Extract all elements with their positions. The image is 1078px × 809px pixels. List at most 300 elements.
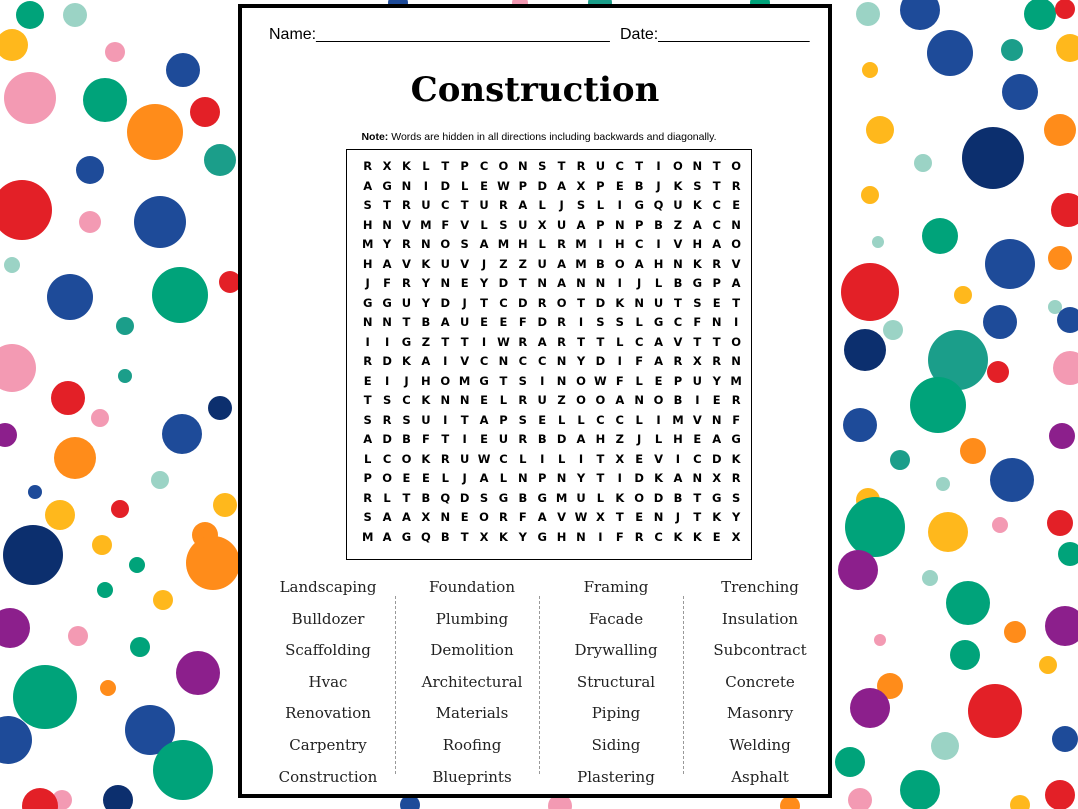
background-dot <box>116 317 134 335</box>
grid-letter: L <box>499 393 508 407</box>
background-dot <box>176 651 220 695</box>
grid-letter: C <box>654 529 663 544</box>
grid-letter: A <box>576 432 586 446</box>
grid-letter: X <box>615 451 625 466</box>
word-bank-item: Subcontract <box>713 641 807 660</box>
grid-letter: N <box>731 354 741 368</box>
grid-letter: T <box>732 295 741 310</box>
grid-letter: H <box>556 529 567 544</box>
background-dot <box>960 438 986 464</box>
grid-letter: U <box>459 315 470 329</box>
grid-letter: V <box>654 451 663 466</box>
grid-letter: Y <box>712 373 721 388</box>
grid-letter: H <box>614 237 625 251</box>
background-dot <box>983 305 1017 339</box>
grid-row <box>358 294 746 314</box>
grid-letter: Y <box>576 471 586 485</box>
background-dot <box>992 517 1008 533</box>
grid-letter: C <box>499 451 508 466</box>
grid-letter: A <box>576 217 586 232</box>
background-dot <box>97 582 113 598</box>
grid-letter: O <box>576 373 586 388</box>
grid-letter: P <box>634 217 644 232</box>
grid-letter: F <box>693 315 702 329</box>
grid-letter: B <box>518 490 528 505</box>
background-dot <box>1010 795 1030 809</box>
grid-letter: C <box>712 198 721 212</box>
grid-letter: D <box>440 295 451 310</box>
grid-letter: M <box>497 237 510 251</box>
grid-letter: T <box>693 510 702 524</box>
grid-letter: A <box>654 354 663 368</box>
grid-letter: X <box>479 529 489 544</box>
grid-letter: K <box>692 198 702 212</box>
grid-letter: J <box>481 256 487 271</box>
grid-letter: I <box>695 393 700 407</box>
grid-letter: G <box>401 529 412 544</box>
background-dot <box>22 788 58 809</box>
grid-letter: E <box>635 510 644 524</box>
grid-letter: B <box>673 490 683 505</box>
grid-letter: I <box>656 237 661 251</box>
grid-letter: B <box>673 393 683 407</box>
background-dot <box>91 409 109 427</box>
grid-letter: C <box>596 412 605 427</box>
grid-letter: J <box>675 510 681 524</box>
grid-letter: U <box>518 217 528 232</box>
background-dot <box>45 500 75 530</box>
grid-letter: L <box>557 412 566 427</box>
grid-letter: O <box>595 393 606 407</box>
grid-letter: E <box>480 315 488 329</box>
grid-letter: T <box>712 178 721 193</box>
grid-letter: Y <box>576 354 586 368</box>
grid-letter: K <box>731 451 741 466</box>
grid-letter: Y <box>382 237 392 251</box>
grid-letter: N <box>556 354 567 368</box>
background-dot <box>92 535 112 555</box>
background-dot <box>835 747 865 777</box>
grid-letter: A <box>382 256 392 271</box>
grid-letter: J <box>559 198 564 212</box>
word-bank-item: Plumbing <box>435 609 509 628</box>
grid-letter: N <box>711 315 722 329</box>
grid-letter: D <box>382 354 392 368</box>
grid-letter: L <box>577 412 585 427</box>
grid-letter: X <box>382 159 392 173</box>
grid-letter: S <box>499 217 508 232</box>
grid-letter: S <box>363 198 372 212</box>
grid-letter: Q <box>420 529 431 544</box>
word-bank-item: Construction <box>278 767 378 786</box>
background-dot <box>900 0 940 30</box>
grid-letter: V <box>402 217 411 232</box>
grid-letter: M <box>420 217 432 232</box>
grid-letter: H <box>673 432 683 446</box>
grid-letter: R <box>440 451 450 466</box>
grid-letter: X <box>692 354 702 368</box>
grid-letter: N <box>711 412 722 427</box>
grid-row <box>358 508 746 528</box>
background-dot <box>118 369 132 383</box>
background-dot <box>3 525 63 585</box>
background-dot <box>910 377 966 433</box>
background-dot <box>79 211 101 233</box>
grid-letter: J <box>404 373 409 388</box>
background-dot <box>1053 351 1078 385</box>
grid-letter: V <box>692 412 702 427</box>
word-column <box>688 572 832 793</box>
grid-letter: X <box>421 510 431 524</box>
grid-letter: O <box>479 510 489 524</box>
grid-letter: U <box>576 490 586 505</box>
background-dot <box>134 196 186 248</box>
grid-letter: K <box>402 354 411 368</box>
grid-letter: I <box>384 373 390 388</box>
grid-letter: A <box>692 217 702 232</box>
grid-letter: A <box>654 334 663 349</box>
grid-letter: I <box>617 276 622 290</box>
grid-letter: N <box>518 471 528 485</box>
grid-letter: D <box>537 315 547 329</box>
grid-letter: A <box>479 412 489 427</box>
word-bank-item: Drywalling <box>574 641 658 660</box>
grid-letter: C <box>693 451 702 466</box>
word-bank-item: Concrete <box>725 672 795 691</box>
grid-letter: E <box>538 412 547 427</box>
grid-letter: E <box>732 198 741 212</box>
grid-letter: E <box>421 471 430 485</box>
grid-row <box>358 489 746 509</box>
background-dot <box>162 414 202 454</box>
word-bank-item: Blueprints <box>432 767 512 786</box>
grid-letter: R <box>576 159 586 173</box>
background-dot <box>4 257 20 273</box>
background-dot <box>866 116 894 144</box>
grid-letter: U <box>421 412 431 427</box>
background-dot <box>127 104 183 160</box>
instructions-note <box>242 131 836 143</box>
grid-letter: R <box>402 237 411 251</box>
background-dot <box>1058 542 1078 566</box>
background-dot <box>848 788 872 809</box>
background-dot <box>985 239 1035 289</box>
grid-letter: A <box>518 198 528 212</box>
grid-letter: I <box>598 237 603 251</box>
word-bank-item: Landscaping <box>279 578 377 596</box>
word-bank-item: Framing <box>583 578 649 596</box>
grid-letter: A <box>673 471 683 485</box>
grid-letter: S <box>363 412 372 427</box>
background-dot <box>1004 621 1026 643</box>
grid-letter: A <box>634 256 644 271</box>
grid-letter: S <box>693 295 702 310</box>
grid-letter: K <box>402 159 411 173</box>
grid-letter: M <box>672 412 684 427</box>
grid-letter: N <box>440 510 451 524</box>
grid-letter: O <box>653 393 664 407</box>
grid-letter: N <box>401 178 412 193</box>
grid-letter: T <box>674 295 682 310</box>
grid-letter: A <box>537 334 547 349</box>
word-bank-item: Bulldozer <box>291 609 365 628</box>
background-dot <box>153 590 173 610</box>
background-dot <box>950 640 980 670</box>
word-bank-item: Demolition <box>430 641 514 660</box>
grid-letter: C <box>615 159 624 173</box>
grid-letter: O <box>440 373 451 388</box>
grid-letter: T <box>441 432 450 446</box>
background-dot <box>1049 423 1075 449</box>
grid-letter: D <box>634 471 644 485</box>
background-dot <box>0 344 36 392</box>
grid-letter: D <box>556 432 567 446</box>
word-bank-item: Piping <box>591 704 641 723</box>
grid-letter: O <box>673 159 683 173</box>
grid-letter: A <box>363 432 373 446</box>
background-dot <box>990 458 1034 502</box>
grid-letter: N <box>440 276 451 290</box>
grid-letter: T <box>615 510 624 524</box>
grid-letter: Y <box>421 276 431 290</box>
background-dot <box>936 477 950 491</box>
grid-letter: I <box>423 178 428 193</box>
grid-letter: X <box>712 471 722 485</box>
grid-letter: R <box>363 490 373 505</box>
grid-row <box>358 235 746 255</box>
grid-letter: W <box>497 178 510 193</box>
grid-letter: E <box>402 471 411 485</box>
background-dot <box>16 1 44 29</box>
grid-letter: T <box>383 198 392 212</box>
grid-row <box>358 469 746 489</box>
worksheet-title: Construction <box>410 70 660 110</box>
grid-letter: L <box>596 490 605 505</box>
grid-letter: K <box>421 451 431 466</box>
grid-letter: I <box>365 334 370 349</box>
grid-letter: D <box>459 490 470 505</box>
grid-letter: T <box>441 159 450 173</box>
word-column-divider <box>395 596 396 774</box>
name-field-label: Name:_________________________________ <box>269 26 610 43</box>
grid-letter: N <box>556 471 567 485</box>
grid-letter: P <box>537 471 547 485</box>
grid-letter: R <box>634 529 644 544</box>
grid-letter: T <box>635 159 644 173</box>
grid-letter: O <box>576 393 586 407</box>
grid-letter: A <box>440 315 450 329</box>
grid-letter: N <box>459 393 470 407</box>
grid-letter: K <box>654 471 664 485</box>
grid-letter: N <box>634 295 644 310</box>
background-dot <box>105 42 125 62</box>
background-dot <box>914 154 932 172</box>
grid-letter: I <box>540 373 545 388</box>
grid-letter: T <box>577 295 585 310</box>
background-dot <box>843 408 877 442</box>
word-bank-item: Renovation <box>285 704 371 723</box>
background-dot <box>100 680 116 696</box>
grid-letter: S <box>382 393 392 407</box>
grid-letter: D <box>382 432 392 446</box>
background-dot <box>862 62 878 78</box>
worksheet-page <box>238 4 832 798</box>
grid-letter: R <box>557 334 567 349</box>
grid-letter: H <box>692 237 703 251</box>
grid-letter: G <box>362 295 373 310</box>
grid-letter: M <box>575 256 587 271</box>
grid-letter: I <box>462 432 467 446</box>
grid-letter: H <box>595 432 606 446</box>
background-dot <box>51 381 85 415</box>
background-dot <box>845 497 905 557</box>
grid-letter: H <box>518 237 528 251</box>
grid-letter: Y <box>518 529 527 544</box>
grid-letter: T <box>441 334 450 349</box>
grid-letter: B <box>440 529 450 544</box>
grid-letter: Z <box>557 393 566 407</box>
grid-letter: M <box>361 529 374 544</box>
grid-letter: X <box>595 510 605 524</box>
grid-row <box>358 411 746 431</box>
grid-letter: E <box>460 276 469 290</box>
background-dot <box>1056 34 1078 62</box>
background-dot <box>152 267 208 323</box>
word-bank-item: Foundation <box>428 578 515 596</box>
background-dot <box>1051 193 1078 227</box>
grid-letter: K <box>692 529 702 544</box>
grid-letter: E <box>693 432 702 446</box>
grid-letter: C <box>634 237 644 251</box>
grid-letter: A <box>479 471 489 485</box>
grid-letter: T <box>499 373 508 388</box>
grid-letter: U <box>421 198 431 212</box>
grid-letter: A <box>479 237 489 251</box>
grid-letter: T <box>693 334 702 349</box>
grid-letter: G <box>498 490 509 505</box>
grid-letter: S <box>518 373 527 388</box>
grid-letter: K <box>498 529 508 544</box>
note-text: Words are hidden in all directions including backwards and diagonally. <box>388 131 717 143</box>
grid-letter: L <box>441 471 449 485</box>
grid-letter: O <box>634 490 645 505</box>
grid-letter: I <box>481 334 487 349</box>
grid-letter: E <box>480 393 488 407</box>
grid-letter: G <box>479 373 489 388</box>
grid-row <box>358 372 746 392</box>
grid-letter: N <box>692 471 703 485</box>
background-dot <box>1001 39 1023 61</box>
word-column-divider <box>539 596 540 774</box>
background-dot <box>1047 510 1073 536</box>
grid-letter: L <box>635 412 643 427</box>
grid-letter: G <box>653 315 664 329</box>
grid-letter: U <box>537 256 547 271</box>
background-dot <box>946 581 990 625</box>
grid-letter: I <box>656 412 661 427</box>
grid-letter: C <box>673 315 683 329</box>
background-dot <box>856 2 880 26</box>
background-dot <box>1024 0 1056 30</box>
background-dot <box>838 550 878 590</box>
grid-letter: N <box>362 315 373 329</box>
grid-letter: N <box>382 315 392 329</box>
grid-letter: E <box>712 295 721 310</box>
grid-row <box>358 450 746 470</box>
background-dot <box>76 156 104 184</box>
grid-letter: O <box>382 471 392 485</box>
grid-letter: S <box>693 178 702 193</box>
background-dot <box>1052 726 1078 752</box>
background-dot <box>890 450 910 470</box>
grid-letter: B <box>402 432 411 446</box>
grid-letter: C <box>402 393 411 407</box>
grid-letter: N <box>614 217 625 232</box>
background-dot <box>153 740 213 800</box>
word-bank-item: Scaffolding <box>285 641 371 660</box>
grid-letter: A <box>557 178 567 193</box>
grid-letter: M <box>361 237 374 251</box>
grid-letter: X <box>731 529 741 544</box>
grid-letter: T <box>712 334 721 349</box>
grid-row <box>358 157 746 177</box>
grid-letter: H <box>421 373 431 388</box>
background-dot <box>130 637 150 657</box>
background-dot <box>841 263 899 321</box>
background-dot <box>1045 606 1078 646</box>
grid-letter: N <box>576 529 586 544</box>
grid-letter: S <box>538 159 547 173</box>
grid-letter: R <box>712 354 722 368</box>
background-dot <box>0 423 17 447</box>
grid-letter: P <box>460 159 469 173</box>
grid-letter: N <box>653 510 664 524</box>
background-dot <box>83 78 127 122</box>
grid-letter: G <box>634 198 644 212</box>
grid-letter: L <box>654 432 663 446</box>
word-bank-item: Structural <box>576 672 656 691</box>
grid-letter: O <box>731 159 741 173</box>
word-column <box>400 572 544 793</box>
grid-letter: G <box>382 178 392 193</box>
grid-letter: A <box>731 276 741 290</box>
background-dot <box>0 608 30 648</box>
grid-letter: C <box>537 354 547 368</box>
background-dot <box>166 53 200 87</box>
grid-letter: N <box>692 159 703 173</box>
grid-letter: A <box>557 276 567 290</box>
word-bank-item: Trenching <box>721 578 799 596</box>
background-dot <box>204 144 236 176</box>
background-dot <box>883 320 903 340</box>
grid-letter: L <box>538 198 546 212</box>
grid-letter: G <box>731 432 741 446</box>
background-dot <box>954 286 972 304</box>
background-dot <box>111 500 129 518</box>
grid-letter: P <box>363 471 372 485</box>
grid-letter: V <box>557 510 567 524</box>
grid-letter: T <box>480 295 488 310</box>
background-dot <box>103 785 133 809</box>
grid-letter: K <box>421 256 431 271</box>
grid-letter: A <box>537 510 547 524</box>
background-dot <box>0 29 28 61</box>
grid-letter: G <box>537 529 547 544</box>
grid-letter: O <box>731 334 741 349</box>
grid-letter: I <box>617 198 622 212</box>
grid-letter: Z <box>673 217 683 232</box>
grid-letter: C <box>712 217 721 232</box>
